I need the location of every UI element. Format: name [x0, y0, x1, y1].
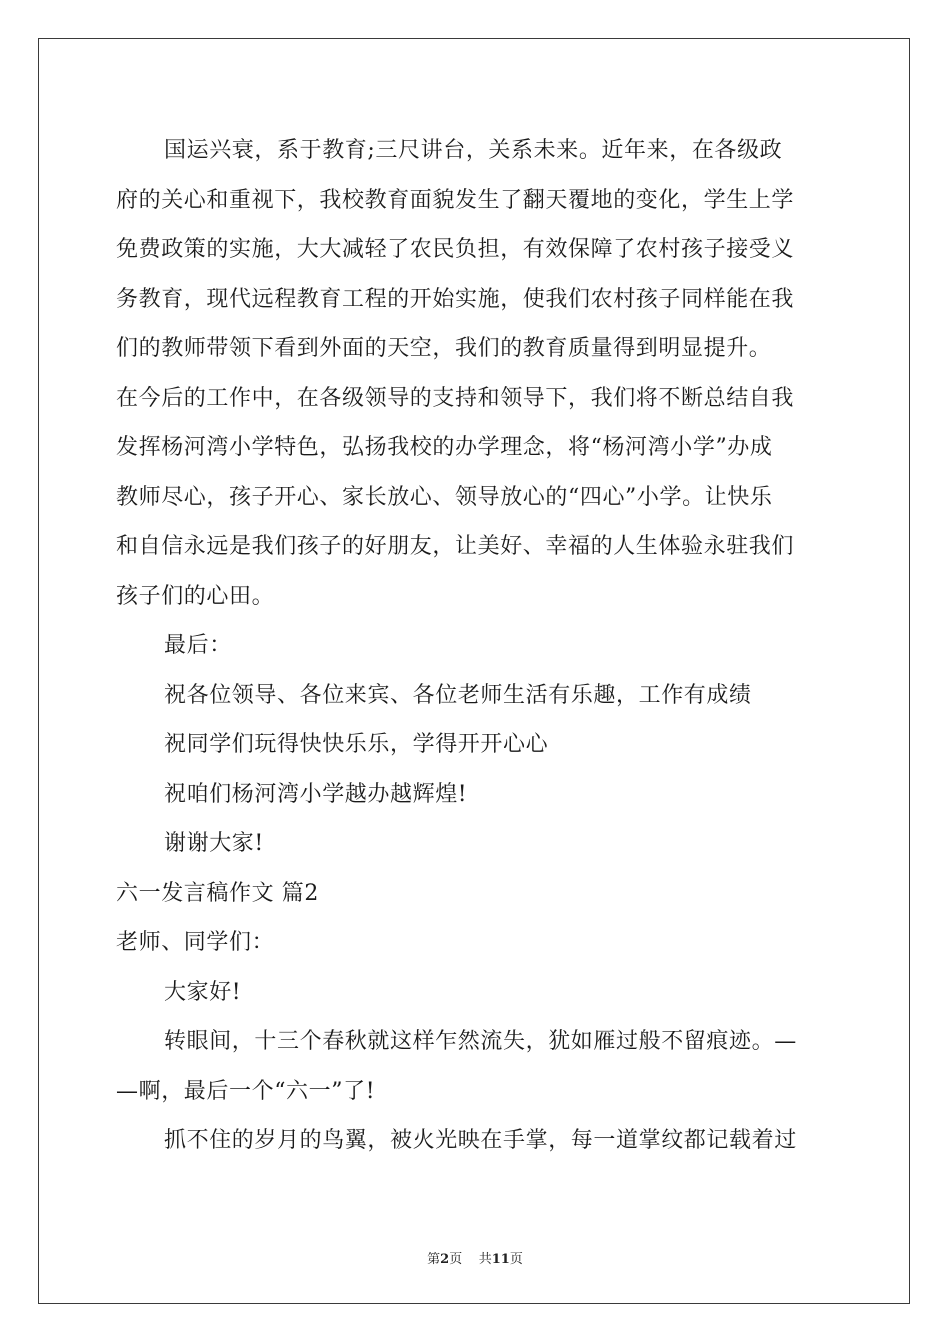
page-footer: [0, 1248, 950, 1267]
text-line: 发挥杨河湾小学特色，弘扬我校的办学理念，将“杨河湾小学”办成: [116, 435, 773, 460]
text-line: 转眼间，十三个春秋就这样乍然流失，犹如雁过般不留痕迹。—: [164, 1029, 797, 1054]
text-line: 府的关心和重视下，我校教育面貌发生了翻天覆地的变化，学生上学: [116, 187, 795, 213]
footer-page-suffix: 页: [449, 1252, 463, 1267]
text-line: 六一发言稿作文 篇2: [116, 880, 319, 906]
footer-total-suffix: 页: [509, 1252, 523, 1267]
document-body: [116, 126, 838, 1166]
text-line: 在今后的工作中，在各级领导的支持和领导下，我们将不断总结自我: [116, 385, 795, 411]
text-line: 老师、同学们：: [116, 930, 275, 955]
footer-page-number: 2: [440, 1252, 450, 1267]
text-line: 们的教师带领下看到外面的天空，我们的教育质量得到明显提升。: [116, 336, 772, 361]
text-line: 祝同学们玩得快快乐乐，学得开开心心: [164, 732, 549, 757]
footer-page-prefix: 第: [427, 1252, 441, 1267]
text-line: 祝咱们杨河湾小学越办越辉煌!: [164, 781, 468, 807]
text-line: 大家好!: [164, 979, 242, 1005]
text-line: —啊，最后一个“六一”了!: [116, 1078, 376, 1104]
text-line: 最后：: [164, 633, 232, 658]
footer-total-prefix: 共: [478, 1252, 492, 1267]
text-line: 祝各位领导、各位来宾、各位老师生活有乐趣，工作有成绩: [164, 682, 752, 708]
text-line: 教师尽心，孩子开心、家长放心、领导放心的“四心”小学。让快乐: [116, 484, 773, 510]
footer-total-pages: 11: [491, 1252, 510, 1267]
text-line: 务教育，现代远程教育工程的开始实施，使我们农村孩子同样能在我: [116, 286, 795, 312]
text-line: 免费政策的实施，大大减轻了农民负担，有效保障了农村孩子接受义: [116, 237, 795, 262]
text-line: 国运兴衰，系于教育;三尺讲台，关系未来。近年来，在各级政: [164, 138, 783, 163]
text-line: 抓不住的岁月的鸟翼，被火光映在手掌，每一道掌纹都记载着过: [164, 1128, 797, 1153]
text-line: 孩子们的心田。: [116, 583, 275, 609]
text-line: 和自信永远是我们孩子的好朋友，让美好、幸福的人生体验永驻我们: [116, 534, 795, 559]
text-line: 谢谢大家!: [164, 831, 264, 856]
